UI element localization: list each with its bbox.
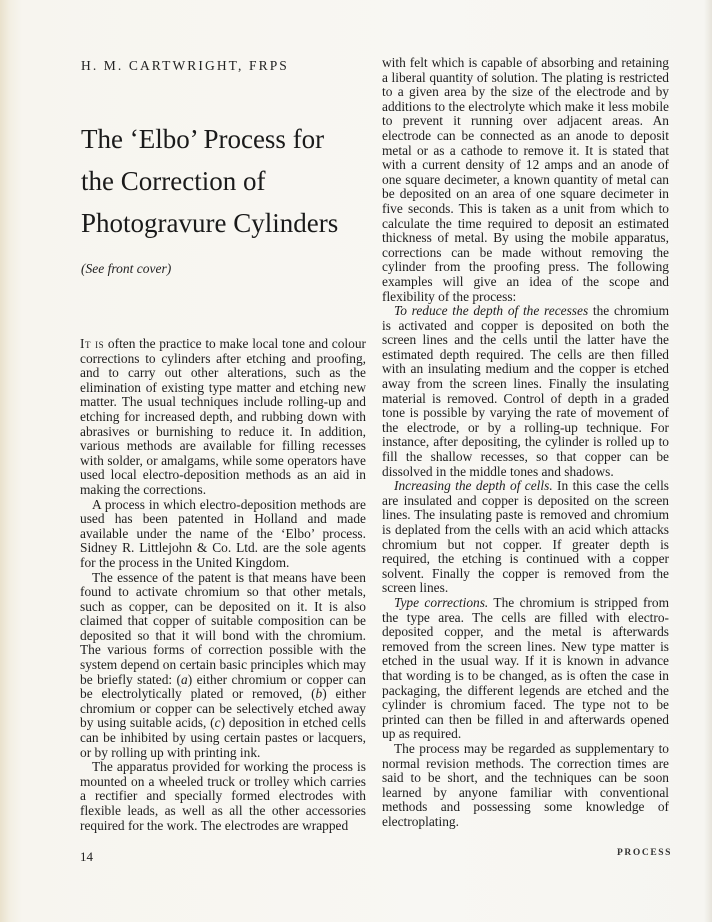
title-line-3: Photogravure Cylinders [81, 208, 339, 238]
paragraph-conclusion: The process may be regarded as supplementary to normal revision methods. The correction times are said to be short, and the techniques can be soon learned by anyone familiar with conventional methods and possessing some knowledge of electroplating. [382, 740, 669, 829]
paragraph-apparatus: The apparatus provided for working the process is mounted on a wheeled truck or trolley which carries a rectifier and specially formed electrodes with flexible leads, as well as all the other accessories required for the work. The electrodes are wrapped [80, 759, 366, 833]
running-footer: PROCESS [617, 848, 673, 858]
subhead-reduce-depth: To reduce the depth of the recesses [394, 303, 589, 319]
article-title [81, 118, 371, 244]
paragraph-felt: with felt which is capable of absorbing and retaining a liberal quantity of solution. The plating is restricted to a given area by the size of the electrode and by additions to the electrolyte which make it less mobile to prevent it running over adjacent areas. An electrode can be connected as an anode to deposit metal or as a cathode to remove it. It is stated that with a current density of 12 amps and an anode of one square decimeter, a known quantity of metal can be deposited on an area of one square decimeter in five seconds. This is taken as a unit from which to calculate the time required to deposit an estimated thickness of metal. By using the mobile apparatus, corrections can be made without removing the cylinder from the proofing press. The following examples will give an idea of the scope and flexibility of the process: [382, 55, 669, 304]
paragraph-reduce-depth: To reduce the depth of the recesses the chromium is activated and copper is deposited on both the screen lines and the cells until the latter have the estimated depth required. The cells are then filled with an insulating medium and the copper is etched away from the screen lines. Finally the insulating material is removed. Control of depth in a graded tone is possible by varying the rate of movement of the electrode, or by a rolling-up technique. For instance, after depositing, the cylinder is rolled up to fill the shallow recesses, so that copper can be dissolved in the middle tones and shadows. [382, 303, 669, 479]
author-byline: H. M. CARTWRIGHT, FRPS [81, 58, 289, 73]
title-line-1: The ‘Elbo’ Process for [81, 124, 325, 154]
paragraph-patent: A process in which electro-deposition methods are used has been patented in Holland and made available under the name of the ‘Elbo’ process. Sidney R. Littlejohn & Co. Ltd. are the sole agents for the process in the United Kingdom. [80, 496, 366, 570]
title-line-2: the Correction of [81, 166, 266, 196]
paragraph-essence: The essence of the patent is that means have been found to activate chromium so that other metals, such as copper, can be deposited on it. It is also claimed that copper of suitable composition can be deposited so that it will bond with the chromium. The various forms of correction possible with the system depend on certain basic principles which may be briefly stated: (a) either chromium or copper can be electrolytically plated or removed, (b) either chromium or copper can be selectively etched away by using suitable acids, (c) deposition in etched cells can be inhibited by using certain pastes or lacquers, or by rolling up with printing ink. [80, 569, 367, 760]
paragraph-type-corrections: Type corrections. The chromium is stripped from the type area. The cells are filled with electro-deposited copper, and the metal is afterwards removed from the screen lines. New type matter is etched in the usual way. If it is known in advance that wording is to be changed, as is often the case in packaging, the different legends are etched and the cylinder is chromium faced. The type not to be printed can then be filled in and afterwards opened up as required. [382, 594, 669, 742]
paragraph-increase-depth: Increasing the depth of cells. In this case the cells are insulated and copper is deposited on the screen lines. The insulating paste is removed and chromium is deplated from the cells with an acid which attacks chromium but not copper. If greater depth is required, the etching is continued with a copper solvent. Finally the copper is removed from the screen lines. [382, 478, 669, 596]
left-column [80, 337, 366, 833]
right-column [382, 56, 669, 829]
subhead-type-corrections: Type corrections. [394, 594, 489, 610]
page-number: 14 [80, 849, 93, 864]
drop-lead: It is [80, 336, 105, 351]
cover-note: (See front cover) [81, 261, 172, 276]
paragraph-intro: It is often the practice to make local tone and colour corrections to cylinders after etching and proofing, and to carry out other alterations, such as the elimination of existing type matter and etching new matter. The usual techniques include rolling-up and etching for increased depth, and rubbing down with abrasives or burnishing to reduce it. In addition, various methods are available for filling recesses with solder, or amalgams, while some operators have used local electro-deposition methods as an aid in making the corrections. [80, 336, 366, 497]
page-edge-shadow [704, 0, 712, 922]
subhead-increase-depth: Increasing the depth of cells. [394, 478, 553, 494]
